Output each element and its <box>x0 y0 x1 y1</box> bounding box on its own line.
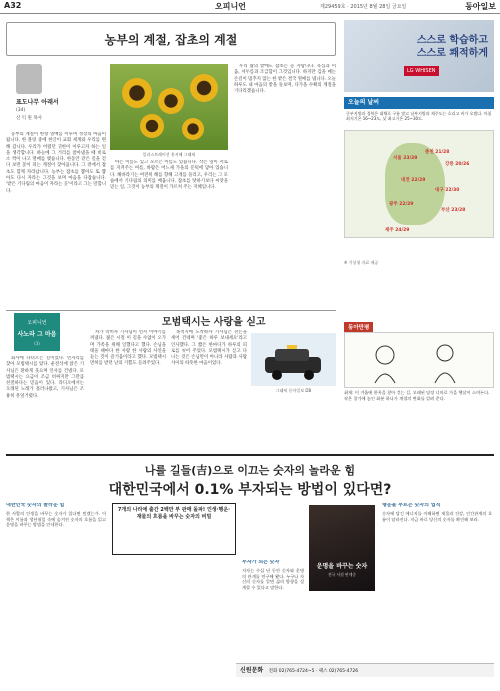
cartoon-title: 동아만평 <box>344 322 373 332</box>
main-column <box>6 20 336 450</box>
ad-col3-text: 저자는 수십 년 동안 숫자와 운명의 관계를 연구해 왔다. 누구나 자신의 숫자를 알면 삶의 방향을 설계할 수 있다고 말한다. <box>242 567 304 591</box>
column1-headline: 농부의 계절, 잡초의 계절 <box>6 22 336 56</box>
badge-top: 오피니언 <box>27 320 47 326</box>
cartoon-caption: 취재: 이 겨울에 한옥을 찾아 걷는 길, 오래된 담장 너머로 가을 햇살이 스며든다. 작은 창가에 놓인 화분 하나가 계절의 변화를 알려 준다. <box>344 390 490 401</box>
book-advertisement[interactable] <box>6 454 494 689</box>
ad-col5-head: 행운을 부르는 숫자의 법칙 <box>382 503 441 508</box>
temp-busan: 부산 23/28 <box>441 208 466 213</box>
page-number: A32 <box>4 1 22 10</box>
author-series: (34) <box>16 108 26 113</box>
sunflower-photo <box>110 64 228 150</box>
author-box <box>16 64 74 129</box>
column2-headline: 모범택시는 사랑을 싣고 <box>162 317 266 328</box>
publisher-name: 신원문화 <box>240 667 264 674</box>
book-subtitle: 전국 서점 판매중 <box>327 572 357 577</box>
ad-column-1 <box>6 503 106 683</box>
column1-text-mid: 아는 이름도 있고 모르는 이름도 있습니다. 작은 잎이 서로를 지켜주는 여름, 바람은 어느새 가을의 문턱에 닿아 있습니다. 해바라기는 여전히 해를 향해 고개를 돌리고, 우리는 그 모습에서 기다림의 의미를 배웁니다. 잡초를 탓하기보다 씨앗을 믿는 일, 그것이 농부의 계절이 가르쳐 주는 지혜입니다. <box>110 160 228 191</box>
ad-column-5 <box>382 503 492 653</box>
badge-title: 사노라 그 마음 <box>17 331 57 338</box>
ad-col3-head: 부자가 되는 숫자 <box>242 560 280 565</box>
editorial-cartoon <box>344 332 494 388</box>
column2-badge <box>14 313 60 351</box>
ad-col1-text: 한 사람의 인생을 바꾸는 숫자가 있다면 믿겠는가. 이 책은 이름과 생년월일 속에 숨겨진 숫자의 흐름을 읽고 운명을 바꾸는 방법을 안내한다. <box>6 510 106 528</box>
taxi-illustration <box>251 333 336 386</box>
badge-number: (3) <box>34 341 40 346</box>
column2-text-mid: 차가 막히자 기사님이 먼저 이야기를 꺼냈다. 젊은 시절 이 길을 수없이 오가며 가족을 위해 일했다고 했다. 손님을 태울 때마다 한 사람 한 사람의 사연을 듣는 것이 즐거움이라고 했다. 모범택시 면허를 받던 날의 기쁨도 들려주었다. <box>90 330 166 367</box>
temp-seoul: 서울 23/29 <box>393 156 418 161</box>
photo-caption: 일러스트레이션 홍지혜 그래픽 <box>142 152 196 157</box>
ad-col1-head: 대한민국 숫자의 놀라운 힘 <box>6 503 65 508</box>
sidebar <box>344 20 494 450</box>
author-role: 신 익 원 목사 <box>16 116 43 121</box>
temp-gangneung: 강릉 20/26 <box>445 162 470 167</box>
author-name: 표도나무 아래서 <box>16 99 59 106</box>
section-divider <box>6 310 336 311</box>
temp-gwangju: 광주 22/29 <box>389 202 414 207</box>
ad-line2: 스스로 쾌적하게 <box>416 48 488 59</box>
ad-col5-text: 숫자에 담긴 에너지를 이해하면 재물과 건강, 인간관계의 흐름이 달라진다. 지금 바로 당신의 숫자를 확인해 보라. <box>382 510 492 522</box>
weather-title: 오늘의 날씨 <box>344 97 494 109</box>
ad-line1: 스스로 학습하고 <box>416 35 488 46</box>
temp-daejeon: 대전 22/29 <box>401 178 426 183</box>
publisher-phone: 전화 02)765-4724~5 · 팩스 02)765-4726 <box>268 669 359 674</box>
column1-text-right: 우리 삶의 밭에도 잡초는 늘 자랍니다. 욕심과 미움, 서두름과 조급함이 그것입니다. 하지만 김을 매는 손길이 멈추지 않는 한 밭은 결국 열매를 냅니다. 오늘 하루도 내 마음의 밭을 돌보며, 다가올 수확의 계절을 기다리겠습니다. <box>234 64 336 95</box>
issue-meta: 제29459호 · 2015년 8월 28일 금요일 <box>320 4 407 10</box>
weather-description: 중부지방과 경북은 대체로 구름 많고 남부지방과 제주도는 흐리고 비가 오겠다. 아침 최저기온 16~23도, 낮 최고기온 25~30도. <box>346 111 492 122</box>
ad-brand: LG WHISEN <box>404 66 439 76</box>
book-cover[interactable] <box>309 505 375 591</box>
illustration-caption: 그래픽 동아일보 DB <box>275 388 312 393</box>
newspaper-logo: 동아일보 <box>465 1 496 11</box>
author-photo <box>16 64 42 94</box>
masthead <box>0 0 500 14</box>
column2-text-right: 목적지에 도착하자 기사님은 잔돈을 세어 건네며 '좋은 하루 보내세요'라고 인사했다. 그 짧은 한마디가 하루의 피로를 씻어 주었다. 모범택시가 싣고 다니는 것은 손님만이 아니라 사람과 사람 사이의 따뜻한 마음이었다. <box>171 330 247 367</box>
column2-text-left: 회사에 다녀오는 길이었다. 빈자리를 찾아 모범택시를 탔다. 운전석에 앉은 기사님은 환하게 웃으며 인사를 건넸다. 모범택시는 요금이 조금 비싸지만 그만큼 친절하다는 믿음이 있다. 라디오에서는 오래된 노래가 흘러나왔고, 기사님은 조용히 흥얼거렸다. <box>6 356 84 399</box>
temp-daegu: 대구 22/30 <box>435 188 460 193</box>
weather-source: ※ 기상청 자료 제공 <box>344 260 379 265</box>
temp-chuncheon: 춘천 21/28 <box>425 150 450 155</box>
ad-headline-1: 나를 길들(吉)으로 이끄는 숫자의 놀라운 힘 <box>144 464 356 477</box>
ad-quote-box: 7개의 나라에 출간 2백만 부 판매 돌파! 인생·행운·재물의 흐름을 바꾸는 숫자의 비밀 <box>112 503 236 555</box>
sidebar-ad[interactable] <box>344 20 494 92</box>
weather-map <box>344 130 494 238</box>
ad-headline-2: 대한민국에서 0.1% 부자되는 방법이 있다면? <box>108 482 392 498</box>
temp-jeju: 제주 24/29 <box>385 228 410 233</box>
book-title: 운명을 바꾸는 숫자 <box>316 563 368 570</box>
column1-text-left: 농부의 계절이 한창 열매를 이루며 성장의 마음이 됩니다. 한 볼링 중에 한글이 교회 세계와 우리를 변해 갑니다. 우리가 어렸던 귀한이 이루고자 하는 일을 생각합니다. 하늘에 그 거리를 참아냈을 때 비로소 싹이 나고 열매를 맺습니다. 한동안 같은 길을 걷다 보면 꽃이 피는 계절이 찾아옵니다. 그 곁에서 잡초도 함께 자라납니다. 농부는 잡초를 뽑아도 또 뽑아도 다시 자라는 그것을 보며 마음을 다잡습니다. '밭은 기다림의 마음이 자라는 곳'이라고 그는 말합니다. <box>6 132 106 194</box>
ad-column-3 <box>242 560 304 660</box>
section-title: 오피니언 <box>215 2 246 11</box>
publisher-bar <box>236 663 494 677</box>
